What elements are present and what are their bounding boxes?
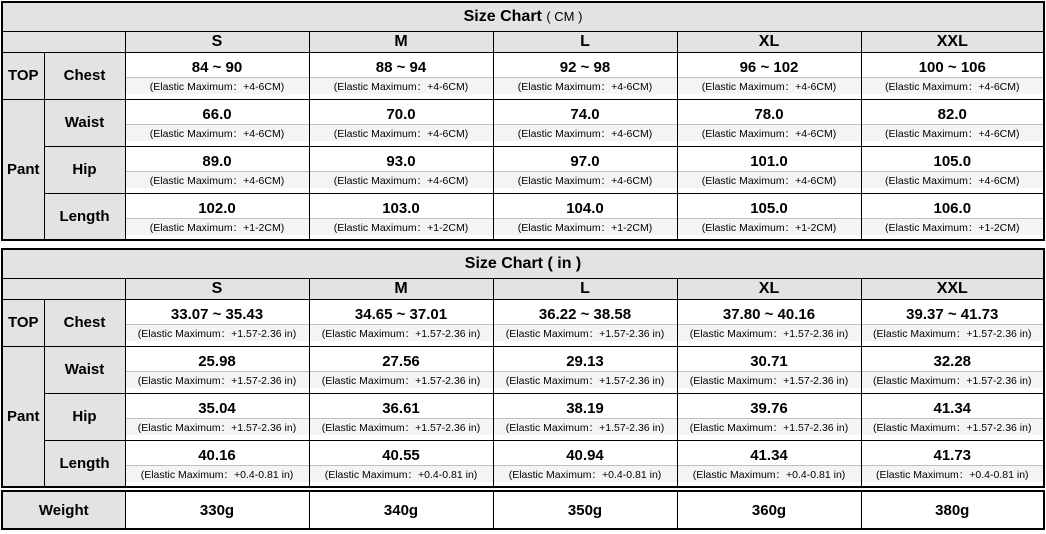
size-header: S [125,31,309,52]
measure-label: Length [44,193,125,240]
elastic-note: (Elastic Maximum：+4-6CM) [126,77,309,94]
measure-value: 66.0 [202,106,232,123]
group-label-pant: Pant [2,346,44,487]
size-header: M [309,31,493,52]
chart-unit: ( in ) [547,254,582,272]
measure-value: 40.55 [382,446,420,464]
size-cell [861,440,1044,487]
elastic-note: (Elastic Maximum：+1.57-2.36 in) [494,324,677,341]
measure-value: 101.0 [750,153,788,170]
elastic-note: (Elastic Maximum：+1.57-2.36 in) [494,371,677,388]
elastic-note: (Elastic Maximum：+4-6CM) [310,77,493,94]
measure-value: 89.0 [202,153,232,170]
measure-value: 78.0 [754,106,784,123]
elastic-note: (Elastic Maximum：+1.57-2.36 in) [310,324,493,341]
measure-value: 105.0 [933,153,972,170]
size-cell [309,346,493,393]
group-label-top: TOP [2,299,44,346]
size-chart-in-table [1,248,1045,488]
elastic-note: (Elastic Maximum：+1-2CM) [310,218,493,235]
measure-value: 100 ~ 106 [918,59,986,76]
measure-value: 93.0 [386,153,416,170]
size-cell [677,346,861,393]
elastic-note: (Elastic Maximum：+1.57-2.36 in) [862,324,1044,341]
measure-label: Hip [44,393,125,440]
elastic-note: (Elastic Maximum：+1.57-2.36 in) [126,418,309,435]
size-cell [125,99,309,146]
size-header: M [309,278,493,299]
measure-value: 41.34 [750,446,788,464]
elastic-note: (Elastic Maximum：+1-2CM) [678,218,861,235]
measure-value: 106.0 [933,199,972,217]
group-label-pant: Pant [2,99,44,240]
size-cell [125,393,309,440]
measure-value: 33.07 ~ 35.43 [170,306,264,323]
measure-value: 39.76 [750,400,788,417]
size-cell [677,440,861,487]
measure-label: Chest [44,299,125,346]
elastic-note: (Elastic Maximum：+1.57-2.36 in) [862,371,1044,388]
measure-value: 30.71 [750,353,788,370]
elastic-note: (Elastic Maximum：+4-6CM) [126,124,309,141]
measure-value: 74.0 [570,106,600,123]
measure-value: 32.28 [933,353,972,370]
measure-value: 40.94 [566,446,604,464]
elastic-note: (Elastic Maximum：+4-6CM) [126,171,309,188]
weight-value: 360g [677,491,861,529]
size-cell [861,52,1044,99]
elastic-note: (Elastic Maximum：+1.57-2.36 in) [678,324,861,341]
header-corner [2,31,125,52]
header-corner [2,278,125,299]
size-cell [493,52,677,99]
measure-value: 37.80 ~ 40.16 [722,306,816,323]
size-cell [861,393,1044,440]
elastic-note: (Elastic Maximum：+4-6CM) [678,124,861,141]
measure-value: 27.56 [382,353,420,370]
chart-title [2,2,1044,31]
measure-label: Length [44,440,125,487]
group-label-top: TOP [2,52,44,99]
measure-value: 36.61 [382,400,420,417]
elastic-note: (Elastic Maximum：+1.57-2.36 in) [678,418,861,435]
elastic-note: (Elastic Maximum：+4-6CM) [494,171,677,188]
size-cell [309,52,493,99]
weight-table [1,490,1045,530]
size-cell [125,146,309,193]
measure-label: Chest [44,52,125,99]
size-cell [493,346,677,393]
size-cell [677,99,861,146]
measure-value: 84 ~ 90 [191,59,243,76]
elastic-note: (Elastic Maximum：+1-2CM) [862,218,1044,235]
size-cell [125,299,309,346]
measure-value: 104.0 [566,199,604,217]
size-cell [125,440,309,487]
measure-value: 34.65 ~ 37.01 [354,306,448,323]
size-header: XXL [861,278,1044,299]
size-cell [861,146,1044,193]
size-cell [493,193,677,240]
elastic-note: (Elastic Maximum：+1.57-2.36 in) [862,418,1044,435]
measure-value: 97.0 [570,153,600,170]
size-header: XL [677,278,861,299]
measure-value: 88 ~ 94 [375,59,427,76]
chart-title [2,249,1044,278]
weight-value: 380g [861,491,1044,529]
size-cell [493,146,677,193]
elastic-note: (Elastic Maximum：+4-6CM) [494,124,677,141]
elastic-note: (Elastic Maximum：+4-6CM) [494,77,677,94]
elastic-note: (Elastic Maximum：+1.57-2.36 in) [126,371,309,388]
measure-value: 105.0 [750,199,788,217]
elastic-note: (Elastic Maximum：+0.4-0.81 in) [310,465,493,482]
weight-value: 330g [125,491,309,529]
size-cell [861,193,1044,240]
size-header: XXL [861,31,1044,52]
chart-title-text: Size Chart [464,254,544,272]
size-cell [493,299,677,346]
weight-value: 340g [309,491,493,529]
elastic-note: (Elastic Maximum：+4-6CM) [862,124,1044,141]
size-cell [309,99,493,146]
size-cell [309,193,493,240]
elastic-note: (Elastic Maximum：+0.4-0.81 in) [494,465,677,482]
size-chart-cm-table [1,1,1045,241]
size-cell [677,193,861,240]
size-cell [125,52,309,99]
elastic-note: (Elastic Maximum：+4-6CM) [310,171,493,188]
elastic-note: (Elastic Maximum：+1.57-2.36 in) [678,371,861,388]
size-cell [125,193,309,240]
size-cell [677,299,861,346]
measure-value: 70.0 [386,106,416,123]
measure-value: 92 ~ 98 [559,59,611,76]
size-cell [861,299,1044,346]
measure-value: 35.04 [198,400,236,417]
measure-value: 36.22 ~ 38.58 [538,306,632,323]
size-header: S [125,278,309,299]
elastic-note: (Elastic Maximum：+1-2CM) [126,218,309,235]
elastic-note: (Elastic Maximum：+4-6CM) [678,171,861,188]
measure-value: 40.16 [198,446,236,464]
measure-value: 41.73 [933,446,972,464]
size-cell [677,52,861,99]
elastic-note: (Elastic Maximum：+0.4-0.81 in) [126,465,309,482]
elastic-note: (Elastic Maximum：+1-2CM) [494,218,677,235]
size-cell [309,440,493,487]
measure-value: 103.0 [382,199,420,217]
chart-unit: ( CM ) [546,8,583,24]
elastic-note: (Elastic Maximum：+0.4-0.81 in) [678,465,861,482]
measure-value: 25.98 [198,353,236,370]
size-cell [493,393,677,440]
size-cell [309,146,493,193]
measure-value: 82.0 [937,106,967,123]
elastic-note: (Elastic Maximum：+1.57-2.36 in) [126,324,309,341]
size-cell [309,299,493,346]
size-cell [309,393,493,440]
elastic-note: (Elastic Maximum：+1.57-2.36 in) [494,418,677,435]
measure-label: Hip [44,146,125,193]
size-cell [861,99,1044,146]
elastic-note: (Elastic Maximum：+4-6CM) [678,77,861,94]
elastic-note: (Elastic Maximum：+4-6CM) [862,77,1044,94]
measure-label: Waist [44,346,125,393]
size-cell [493,99,677,146]
weight-label: Weight [2,491,125,529]
elastic-note: (Elastic Maximum：+4-6CM) [862,171,1044,188]
chart-title-text: Size Chart [463,7,542,25]
size-cell [125,346,309,393]
weight-value: 350g [493,491,677,529]
elastic-note: (Elastic Maximum：+4-6CM) [310,124,493,141]
size-cell [493,440,677,487]
measure-value: 41.34 [933,400,972,417]
measure-value: 96 ~ 102 [739,59,799,76]
elastic-note: (Elastic Maximum：+1.57-2.36 in) [310,418,493,435]
measure-value: 102.0 [198,199,236,217]
measure-label: Waist [44,99,125,146]
size-header: L [493,31,677,52]
size-cell [861,346,1044,393]
measure-value: 39.37 ~ 41.73 [906,306,999,323]
size-cell [677,146,861,193]
size-header: XL [677,31,861,52]
measure-value: 38.19 [566,400,604,417]
measure-value: 29.13 [566,353,604,370]
size-cell [677,393,861,440]
size-header: L [493,278,677,299]
elastic-note: (Elastic Maximum：+0.4-0.81 in) [862,465,1044,482]
elastic-note: (Elastic Maximum：+1.57-2.36 in) [310,371,493,388]
